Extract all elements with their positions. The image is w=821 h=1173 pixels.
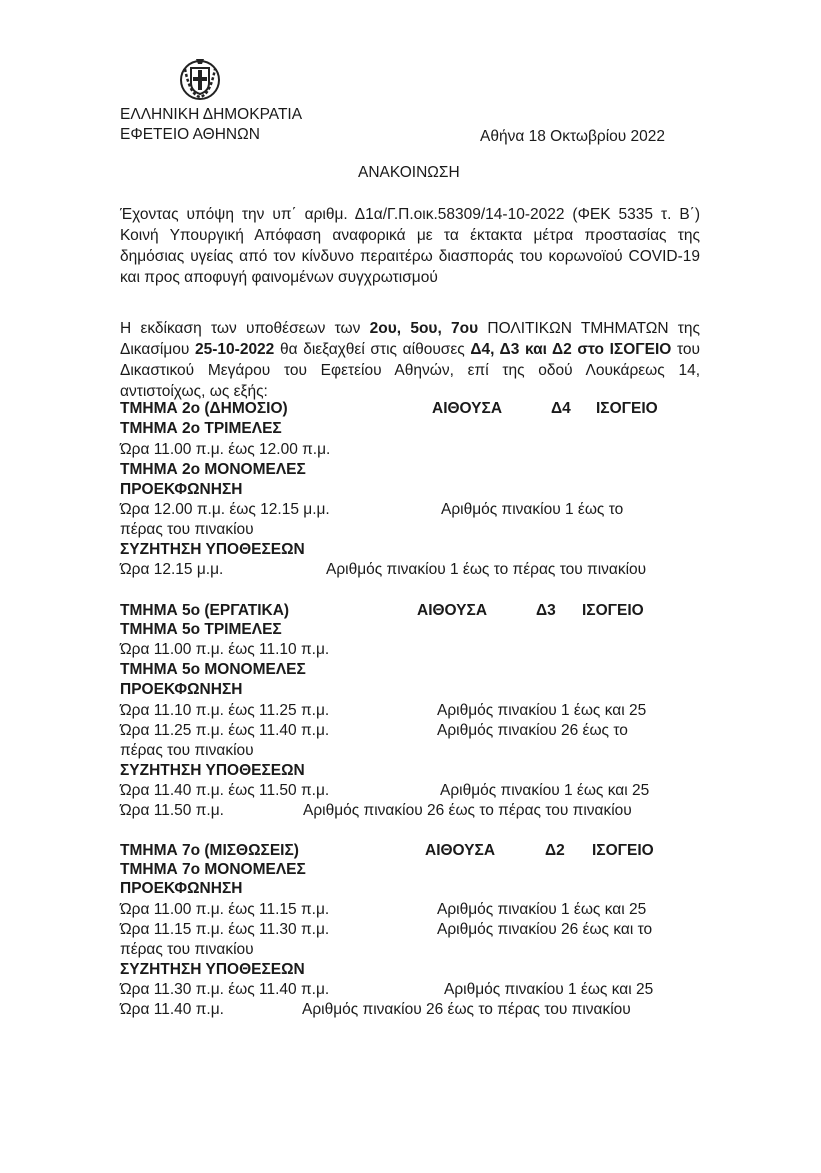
section-7-time-4: Ώρα 11.40 π.μ. bbox=[120, 1001, 224, 1018]
section-7-room: Δ2 bbox=[545, 842, 565, 859]
section-7-heading: ΤΜΗΜΑ 7ο (ΜΙΣΘΩΣΕΙΣ) bbox=[120, 842, 299, 859]
main-text-4: του Δικαστικού Μεγάρου του Εφετείου Αθηνών, επί της οδού Λουκάρεως 14, αντιστοίχως, ως εξής: bbox=[120, 341, 700, 400]
intro-paragraph: Έχοντας υπόψη την υπ΄ αριθμ. Δ1α/Γ.Π.οικ.58309/14-10-2022 (ΦΕΚ 5335 τ. Β΄) Κοινή Υπουργική Απόφαση αναφορικά με τα έκτακτα μέτρα προστασίας της δημόσιας υγείας από τον κίνδυνο περαιτέρω διασποράς του κορωνοϊού COVID-19 και προς αποφυγή φαινομένων συγχρωτισμού bbox=[120, 206, 700, 286]
main-paragraph bbox=[120, 318, 700, 402]
main-bold-rooms: Δ4, Δ3 και Δ2 στο ΙΣΟΓΕΙΟ bbox=[470, 341, 672, 358]
section-5-time-4-range: Αριθμός πινακίου 1 έως και 25 bbox=[440, 782, 650, 799]
document-date: Αθήνα 18 Οκτωβρίου 2022 bbox=[480, 128, 666, 145]
greek-state-emblem-icon bbox=[178, 55, 222, 101]
section-7-preannouncement: ΠΡΟΕΚΦΩΝΗΣΗ bbox=[120, 880, 243, 897]
section-7-single-member: ΤΜΗΜΑ 7ο ΜΟΝΟΜΕΛΕΣ bbox=[120, 861, 306, 878]
section-5-time-1: Ώρα 11.00 π.μ. έως 11.10 π.μ. bbox=[120, 641, 330, 658]
section-2-time-2-cont: πέρας του πινακίου bbox=[120, 521, 254, 538]
main-text-2: ΠΟΛΙΤΙΚΩΝ ΤΜΗΜΑΤΩΝ της Δικασίμου bbox=[120, 320, 700, 358]
section-5-single-member: ΤΜΗΜΑ 5ο ΜΟΝΟΜΕΛΕΣ bbox=[120, 661, 306, 678]
section-2-floor: ΙΣΟΓΕΙΟ bbox=[596, 400, 658, 417]
section-7-hearing: ΣΥΖΗΤΗΣΗ ΥΠΟΘΕΣΕΩΝ bbox=[120, 961, 305, 978]
section-2-time-1: Ώρα 11.00 π.μ. έως 12.00 π.μ. bbox=[120, 441, 331, 458]
section-2-time-2: Ώρα 12.00 π.μ. έως 12.15 μ.μ. bbox=[120, 501, 330, 518]
section-7-time-2-cont: πέρας του πινακίου bbox=[120, 941, 254, 958]
issuer-state: ΕΛΛΗΝΙΚΗ ΔΗΜΟΚΡΑΤΙΑ bbox=[120, 106, 303, 123]
section-7-time-2-range: Αριθμός πινακίου 26 έως και το bbox=[437, 921, 653, 938]
section-7-time-2: Ώρα 11.15 π.μ. έως 11.30 π.μ. bbox=[120, 921, 330, 938]
section-7-floor: ΙΣΟΓΕΙΟ bbox=[592, 842, 654, 859]
section-5-time-2-range: Αριθμός πινακίου 1 έως και 25 bbox=[437, 702, 647, 719]
section-2-time-3-range: Αριθμός πινακίου 1 έως το πέρας του πινακίου bbox=[326, 561, 647, 578]
section-2-time-3: Ώρα 12.15 μ.μ. bbox=[120, 561, 224, 578]
section-5-hall: ΑΙΘΟΥΣΑ bbox=[417, 602, 488, 619]
main-text-1: Η εκδίκαση των υποθέσεων των bbox=[120, 320, 370, 337]
section-7-time-1: Ώρα 11.00 π.μ. έως 11.15 π.μ. bbox=[120, 901, 330, 918]
section-5-time-5-range: Αριθμός πινακίου 26 έως το πέρας του πινακίου bbox=[303, 802, 632, 819]
section-2-room: Δ4 bbox=[551, 400, 571, 417]
section-5-floor: ΙΣΟΓΕΙΟ bbox=[582, 602, 644, 619]
section-5-time-3: Ώρα 11.25 π.μ. έως 11.40 π.μ. bbox=[120, 722, 330, 739]
section-2-single-member: ΤΜΗΜΑ 2ο ΜΟΝΟΜΕΛΕΣ bbox=[120, 461, 306, 478]
section-5-time-2: Ώρα 11.10 π.μ. έως 11.25 π.μ. bbox=[120, 702, 330, 719]
section-2-hearing: ΣΥΖΗΤΗΣΗ ΥΠΟΘΕΣΕΩΝ bbox=[120, 541, 305, 558]
section-5-three-member: ΤΜΗΜΑ 5ο ΤΡΙΜΕΛΕΣ bbox=[120, 621, 282, 638]
main-bold-date: 25-10-2022 bbox=[195, 341, 275, 358]
section-5-time-4: Ώρα 11.40 π.μ. έως 11.50 π.μ. bbox=[120, 782, 330, 799]
section-5-time-3-cont: πέρας του πινακίου bbox=[120, 742, 254, 759]
main-text-3: θα διεξαχθεί στις αίθουσες bbox=[274, 341, 471, 358]
section-7-time-3: Ώρα 11.30 π.μ. έως 11.40 π.μ. bbox=[120, 981, 330, 998]
section-5-hearing: ΣΥΖΗΤΗΣΗ ΥΠΟΘΕΣΕΩΝ bbox=[120, 762, 305, 779]
section-5-time-3-range: Αριθμός πινακίου 26 έως το bbox=[437, 722, 628, 739]
section-2-time-2-range: Αριθμός πινακίου 1 έως το bbox=[441, 501, 624, 518]
section-7-time-1-range: Αριθμός πινακίου 1 έως και 25 bbox=[437, 901, 647, 918]
section-7-time-3-range: Αριθμός πινακίου 1 έως και 25 bbox=[444, 981, 654, 998]
section-2-preannouncement: ΠΡΟΕΚΦΩΝΗΣΗ bbox=[120, 481, 243, 498]
section-5-room: Δ3 bbox=[536, 602, 556, 619]
issuer-court: ΕΦΕΤΕΙΟ ΑΘΗΝΩΝ bbox=[120, 126, 260, 143]
section-5-preannouncement: ΠΡΟΕΚΦΩΝΗΣΗ bbox=[120, 681, 243, 698]
section-7-hall: ΑΙΘΟΥΣΑ bbox=[425, 842, 496, 859]
section-2-three-member: ΤΜΗΜΑ 2ο ΤΡΙΜΕΛΕΣ bbox=[120, 420, 282, 437]
section-2-hall: ΑΙΘΟΥΣΑ bbox=[432, 400, 503, 417]
section-5-time-5: Ώρα 11.50 π.μ. bbox=[120, 802, 224, 819]
section-5-heading: ΤΜΗΜΑ 5ο (ΕΡΓΑΤΙΚΑ) bbox=[120, 602, 290, 619]
document-title: ΑΝΑΚΟΙΝΩΣΗ bbox=[358, 164, 460, 181]
section-7-time-4-range: Αριθμός πινακίου 26 έως το πέρας του πινακίου bbox=[302, 1001, 631, 1018]
section-2-heading: ΤΜΗΜΑ 2ο (ΔΗΜΟΣΙΟ) bbox=[120, 400, 288, 417]
main-bold-sections: 2ου, 5ου, 7ου bbox=[369, 320, 479, 337]
